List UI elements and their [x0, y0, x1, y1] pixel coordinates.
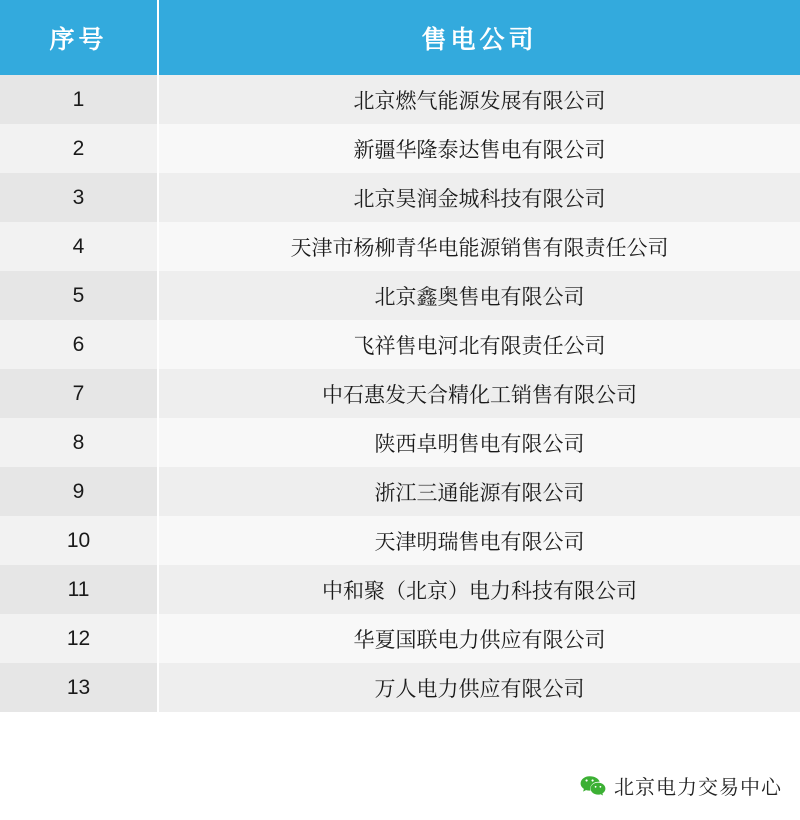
cell-index: 11	[0, 565, 158, 614]
cell-index: 9	[0, 467, 158, 516]
table-row	[0, 467, 800, 516]
table-row	[0, 369, 800, 418]
cell-company-name: 天津明瑞售电有限公司	[158, 516, 800, 565]
table-body	[0, 75, 800, 712]
table-row	[0, 124, 800, 173]
cell-company-name: 浙江三通能源有限公司	[158, 467, 800, 516]
table-row	[0, 320, 800, 369]
cell-company-name: 北京昊润金城科技有限公司	[158, 173, 800, 222]
footer-attribution	[580, 771, 782, 800]
cell-company-name: 陕西卓明售电有限公司	[158, 418, 800, 467]
cell-company-name: 北京鑫奥售电有限公司	[158, 271, 800, 320]
cell-company-name: 万人电力供应有限公司	[158, 663, 800, 712]
table-row	[0, 222, 800, 271]
cell-index: 3	[0, 173, 158, 222]
table-header	[0, 0, 800, 75]
cell-company-name: 中石惠发天合精化工销售有限公司	[158, 369, 800, 418]
footer-label: 北京电力交易中心	[614, 777, 782, 799]
cell-index: 10	[0, 516, 158, 565]
table-row	[0, 614, 800, 663]
cell-index: 2	[0, 124, 158, 173]
cell-index: 8	[0, 418, 158, 467]
table-row	[0, 173, 800, 222]
table-row	[0, 271, 800, 320]
cell-index: 5	[0, 271, 158, 320]
cell-company-name: 华夏国联电力供应有限公司	[158, 614, 800, 663]
wechat-icon	[580, 775, 606, 797]
table-row	[0, 75, 800, 124]
cell-company-name: 天津市杨柳青华电能源销售有限责任公司	[158, 222, 800, 271]
table-header-row	[0, 0, 800, 75]
cell-index: 13	[0, 663, 158, 712]
cell-company-name: 新疆华隆泰达售电有限公司	[158, 124, 800, 173]
cell-index: 6	[0, 320, 158, 369]
cell-index: 4	[0, 222, 158, 271]
column-header-company: 售电公司	[158, 0, 800, 75]
cell-company-name: 飞祥售电河北有限责任公司	[158, 320, 800, 369]
column-header-index: 序号	[0, 0, 158, 75]
cell-index: 7	[0, 369, 158, 418]
table-row	[0, 418, 800, 467]
cell-index: 1	[0, 75, 158, 124]
table-row	[0, 663, 800, 712]
cell-index: 12	[0, 614, 158, 663]
cell-company-name: 中和聚（北京）电力科技有限公司	[158, 565, 800, 614]
table-row	[0, 565, 800, 614]
cell-company-name: 北京燃气能源发展有限公司	[158, 75, 800, 124]
table-row	[0, 516, 800, 565]
